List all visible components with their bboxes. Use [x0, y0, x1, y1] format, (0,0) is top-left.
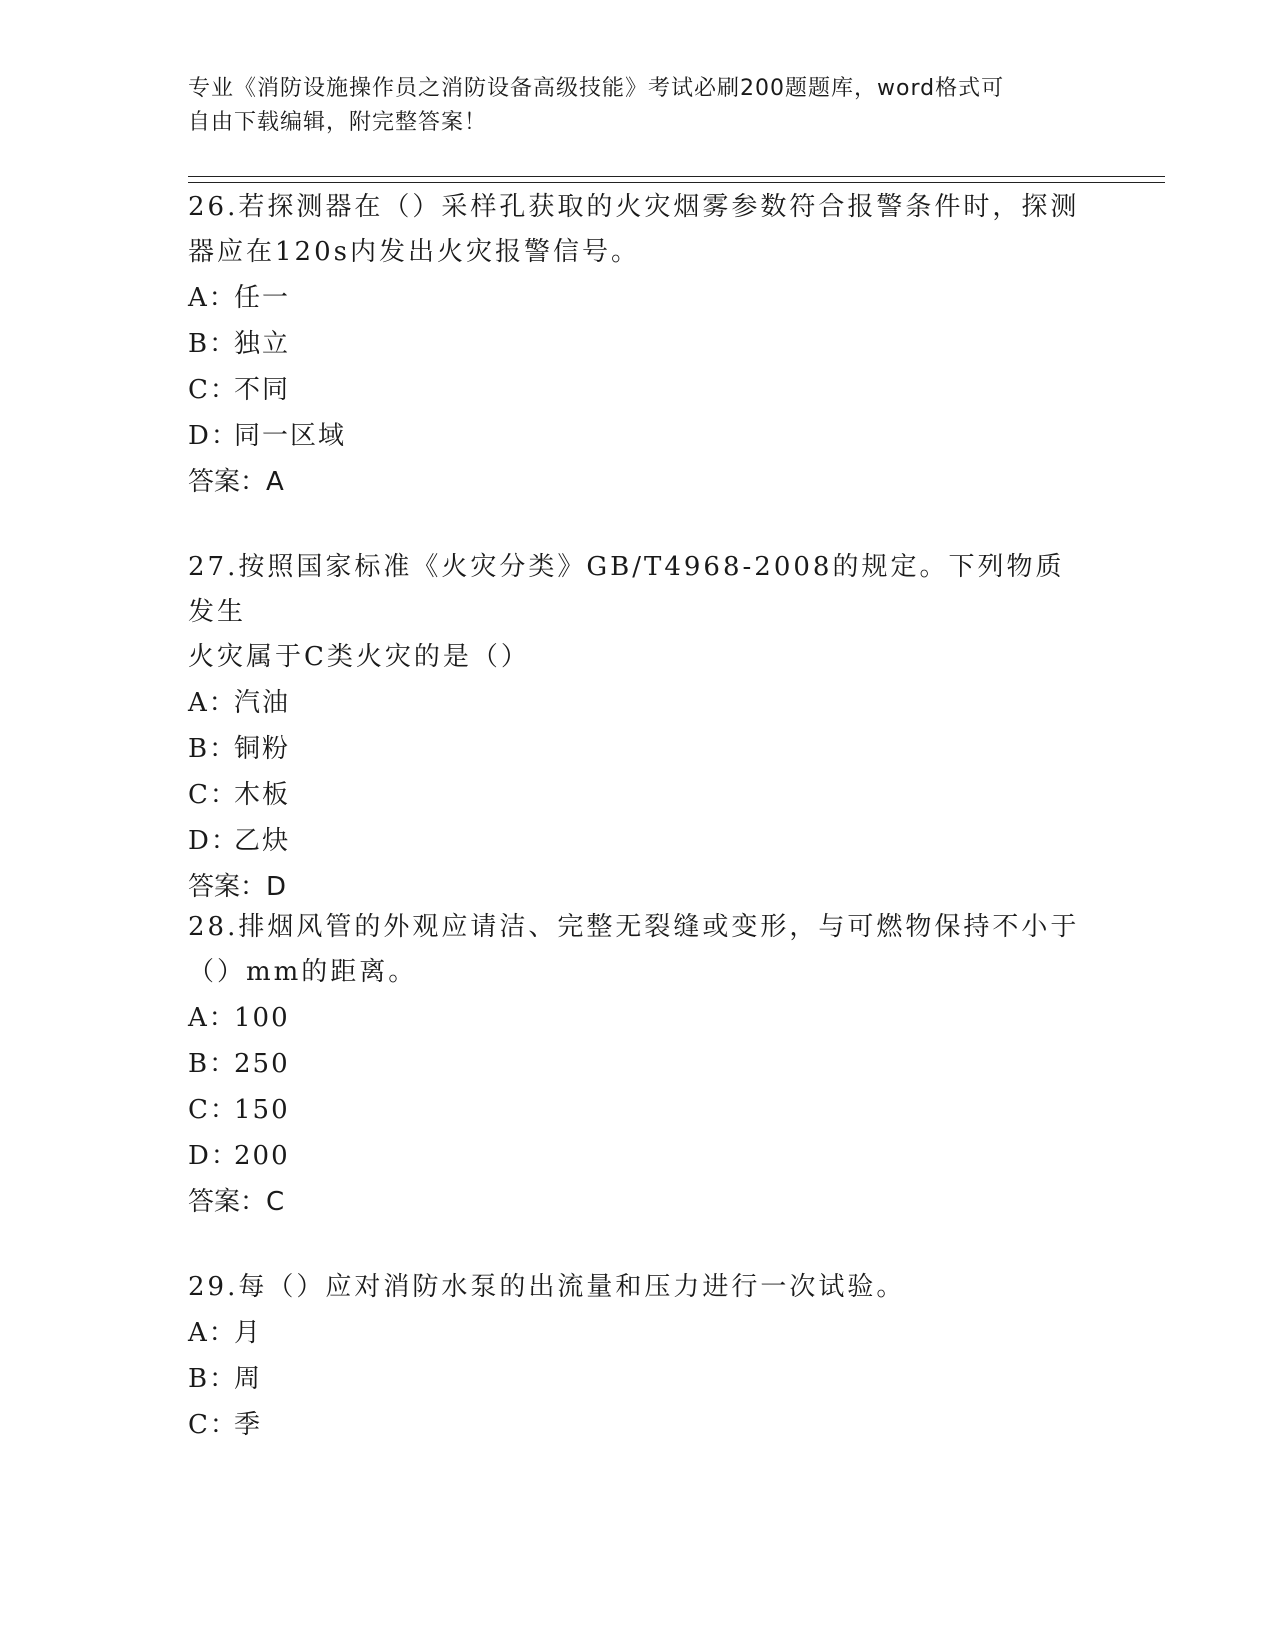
- answer-line: 答案：D: [188, 872, 287, 902]
- option-text: 月: [234, 1318, 263, 1348]
- option-key: C：: [188, 1095, 238, 1125]
- option-text: 200: [234, 1141, 290, 1171]
- option-c: [188, 1087, 1088, 1133]
- document-header: [188, 72, 1068, 140]
- option-text: 150: [234, 1095, 290, 1125]
- option-b: [188, 1041, 1088, 1087]
- option-text: 不同: [234, 375, 291, 405]
- option-key: A：: [188, 283, 237, 313]
- option-key: B：: [188, 1364, 238, 1394]
- question-stem-line: 26.若探测器在（）采样孔获取的火灾烟雾参数符合报警条件时，探测: [188, 192, 1080, 222]
- question-stem-line: 火灾属于C类火灾的是（）: [188, 642, 530, 672]
- option-d: [188, 818, 1088, 864]
- option-text: 乙炔: [234, 826, 291, 856]
- question-stem-line: 器应在120s内发出火灾报警信号。: [188, 237, 640, 267]
- option-text: 木板: [234, 780, 291, 810]
- option-key: D：: [188, 826, 239, 856]
- option-a: [188, 1310, 1088, 1356]
- option-c: [188, 367, 1088, 413]
- option-text: 汽油: [234, 688, 291, 718]
- option-key: A：: [188, 1003, 237, 1033]
- option-key: C：: [188, 780, 238, 810]
- option-text: 任一: [234, 283, 291, 313]
- option-key: C：: [188, 375, 238, 405]
- option-key: C：: [188, 1410, 238, 1440]
- option-a: [188, 275, 1088, 321]
- question-28: [188, 905, 1088, 1225]
- question-29: [188, 1265, 1088, 1448]
- header-line-2: 自由下载编辑，附完整答案！: [188, 110, 488, 135]
- option-c: [188, 772, 1088, 818]
- option-d: [188, 1133, 1088, 1179]
- option-text: 同一区域: [234, 421, 347, 451]
- option-text: 250: [234, 1049, 290, 1079]
- option-text: 铜粉: [234, 734, 291, 764]
- option-b: [188, 1356, 1088, 1402]
- option-b: [188, 321, 1088, 367]
- option-text: 季: [234, 1410, 263, 1440]
- question-stem-line: 27.按照国家标准《火灾分类》GB/T4968-2008的规定。下列物质发生: [188, 552, 1065, 627]
- option-text: 周: [234, 1364, 263, 1394]
- question-stem-line: （）mm的距离。: [188, 957, 418, 987]
- question-27: [188, 545, 1088, 910]
- option-key: D：: [188, 1141, 239, 1171]
- option-a: [188, 680, 1088, 726]
- option-key: D：: [188, 421, 239, 451]
- question-stem-line: 29.每（）应对消防水泵的出流量和压力进行一次试验。: [188, 1272, 906, 1302]
- option-a: [188, 995, 1088, 1041]
- option-text: 100: [234, 1003, 290, 1033]
- answer-line: 答案：C: [188, 1187, 285, 1217]
- option-c: [188, 1402, 1088, 1448]
- option-key: B：: [188, 1049, 238, 1079]
- header-line-1: 专业《消防设施操作员之消防设备高级技能》考试必刷200题题库，word格式可: [188, 76, 1005, 101]
- option-text: 独立: [234, 329, 291, 359]
- option-key: B：: [188, 734, 238, 764]
- option-key: A：: [188, 688, 237, 718]
- option-key: A：: [188, 1318, 237, 1348]
- option-b: [188, 726, 1088, 772]
- header-divider-top: [188, 176, 1165, 177]
- header-divider-bottom: [188, 182, 1165, 183]
- question-26: [188, 185, 1088, 505]
- option-key: B：: [188, 329, 238, 359]
- option-d: [188, 413, 1088, 459]
- answer-line: 答案：A: [188, 467, 284, 497]
- question-stem-line: 28.排烟风管的外观应请洁、完整无裂缝或变形，与可燃物保持不小于: [188, 912, 1080, 942]
